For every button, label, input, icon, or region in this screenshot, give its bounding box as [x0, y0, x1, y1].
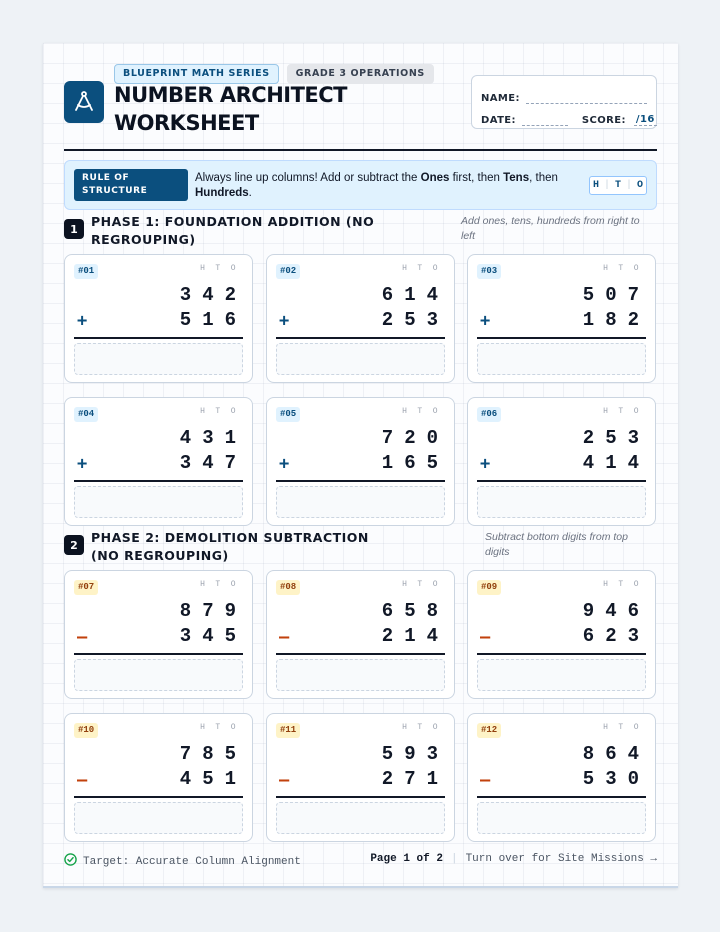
top-number [180, 600, 236, 622]
minus-sign: – [77, 770, 88, 790]
sum-line [74, 337, 243, 339]
digit: 5 [426, 452, 438, 474]
column-headers: H T O [200, 407, 236, 416]
minus-sign: – [279, 627, 290, 647]
plus-sign: + [480, 311, 491, 331]
turn-over-note: Turn over for Site Missions → [465, 853, 657, 865]
digit: 9 [224, 600, 236, 622]
answer-box[interactable] [477, 486, 646, 518]
section-note: Subtract bottom digits from top digits [485, 531, 628, 558]
digit: 2 [605, 625, 617, 647]
digit: 7 [179, 743, 192, 765]
problem-number: #01 [74, 264, 98, 279]
bottom-number [180, 452, 236, 474]
problem-number: #10 [74, 723, 98, 738]
section-title: PHASE 2: DEMOLITION SUBTRACTION (NO REGROUPING) [91, 530, 369, 563]
digit: 1 [202, 309, 214, 331]
digit: 6 [605, 743, 617, 765]
digit: 4 [179, 427, 192, 449]
top-number [583, 743, 639, 765]
digit: 3 [426, 743, 438, 765]
answer-box[interactable] [477, 343, 646, 375]
problem-card [266, 713, 455, 842]
bottom-number [180, 768, 236, 790]
column-headers: H T O [402, 580, 438, 589]
plus-sign: + [279, 311, 290, 331]
digit: 5 [224, 743, 236, 765]
digit: 8 [426, 600, 438, 622]
compass-icon [64, 81, 104, 123]
digit: 5 [404, 309, 416, 331]
minus-sign: – [279, 770, 290, 790]
rule-callout [64, 160, 657, 210]
digit: 4 [627, 452, 639, 474]
footer-divider: | [450, 853, 458, 865]
minus-sign: – [480, 770, 491, 790]
problem-number: #05 [276, 407, 300, 422]
digit: 5 [202, 768, 214, 790]
answer-box[interactable] [74, 486, 243, 518]
digit: 7 [224, 452, 236, 474]
bottom-number [583, 625, 639, 647]
problem-card [64, 713, 253, 842]
answer-box[interactable] [276, 659, 445, 691]
column-headers: H T O [402, 264, 438, 273]
minus-sign: – [77, 627, 88, 647]
problem-number: #02 [276, 264, 300, 279]
top-number [180, 743, 236, 765]
column-headers: H T O [402, 407, 438, 416]
digit: 3 [179, 625, 192, 647]
sum-line [276, 653, 445, 655]
digit: 1 [605, 452, 617, 474]
sum-line [276, 796, 445, 798]
digit: 4 [582, 452, 595, 474]
section-note: Add ones, tens, hundreds from right to left [461, 215, 640, 242]
answer-box[interactable] [276, 486, 445, 518]
problem-number: #03 [477, 264, 501, 279]
column-headers: H T O [200, 723, 236, 732]
digit: 1 [381, 452, 394, 474]
digit: 5 [582, 768, 595, 790]
digit: 8 [605, 309, 617, 331]
answer-box[interactable] [74, 659, 243, 691]
digit: 2 [381, 768, 394, 790]
column-headers: H T O [603, 264, 639, 273]
problem-card [266, 254, 455, 383]
column-headers: H T O [402, 723, 438, 732]
sum-line [74, 653, 243, 655]
top-number [583, 600, 639, 622]
column-headers: H T O [200, 580, 236, 589]
digit: 6 [627, 600, 639, 622]
sum-line [276, 480, 445, 482]
digit: 4 [202, 452, 214, 474]
problem-card [64, 570, 253, 699]
digit: 4 [202, 625, 214, 647]
digit: 1 [224, 427, 236, 449]
digit: 2 [224, 284, 236, 306]
top-number [180, 427, 236, 449]
digit: 1 [404, 284, 416, 306]
digit: 6 [224, 309, 236, 331]
column-headers: H T O [603, 407, 639, 416]
problem-card [467, 254, 656, 383]
sum-line [477, 653, 646, 655]
digit: 6 [381, 284, 394, 306]
name-label: NAME: [481, 93, 520, 104]
digit: 6 [404, 452, 416, 474]
digit: 5 [582, 284, 595, 306]
digit: 3 [179, 452, 192, 474]
problem-number: #06 [477, 407, 501, 422]
problem-number: #04 [74, 407, 98, 422]
answer-box[interactable] [477, 659, 646, 691]
digit: 4 [627, 743, 639, 765]
digit: 4 [605, 600, 617, 622]
hto-pill: H | T | O [589, 176, 647, 195]
digit: 4 [202, 284, 214, 306]
top-number [583, 284, 639, 306]
answer-box[interactable] [276, 343, 445, 375]
problem-card [467, 713, 656, 842]
problem-number: #08 [276, 580, 300, 595]
plus-sign: + [279, 454, 290, 474]
score-label: SCORE: [581, 115, 626, 126]
score-field[interactable]: /16 [635, 114, 655, 125]
answer-box[interactable] [74, 343, 243, 375]
problem-number: #07 [74, 580, 98, 595]
digit: 8 [582, 743, 595, 765]
problem-card [266, 570, 455, 699]
section-number: 2 [64, 535, 84, 555]
digit: 5 [605, 427, 617, 449]
digit: 9 [582, 600, 595, 622]
digit: 4 [179, 768, 192, 790]
top-number [382, 743, 438, 765]
digit: 3 [426, 309, 438, 331]
problem-number: #12 [477, 723, 501, 738]
problem-card [266, 397, 455, 526]
date-field[interactable] [522, 114, 568, 126]
plus-sign: + [77, 454, 88, 474]
digit: 2 [404, 427, 416, 449]
column-headers: H T O [200, 264, 236, 273]
rule-label: RULE OF STRUCTURE [74, 169, 188, 201]
digit: 6 [582, 625, 595, 647]
grade-badge: GRADE 3 OPERATIONS [287, 64, 434, 84]
digit: 5 [404, 600, 416, 622]
bottom-number [583, 768, 639, 790]
sum-line [276, 337, 445, 339]
digit: 7 [404, 768, 416, 790]
top-number [382, 427, 438, 449]
problem-card [64, 254, 253, 383]
check-circle-icon [64, 853, 77, 870]
digit: 1 [426, 768, 438, 790]
sum-line [477, 337, 646, 339]
section-title: PHASE 1: FOUNDATION ADDITION (NO REGROUPING) [91, 214, 375, 247]
bottom-number [583, 309, 639, 331]
digit: 9 [404, 743, 416, 765]
digit: 0 [627, 768, 639, 790]
bottom-number [382, 452, 438, 474]
bottom-number [180, 625, 236, 647]
column-headers: H T O [603, 723, 639, 732]
digit: 7 [627, 284, 639, 306]
student-info-box [471, 75, 657, 129]
digit: 6 [381, 600, 394, 622]
sum-line [477, 480, 646, 482]
digit: 8 [179, 600, 192, 622]
digit: 5 [224, 625, 236, 647]
plus-sign: + [480, 454, 491, 474]
digit: 1 [404, 625, 416, 647]
digit: 1 [582, 309, 595, 331]
section-number: 1 [64, 219, 84, 239]
bottom-number [382, 309, 438, 331]
digit: 0 [605, 284, 617, 306]
bottom-number [583, 452, 639, 474]
digit: 2 [627, 309, 639, 331]
name-row [481, 84, 647, 104]
answer-box[interactable] [74, 802, 243, 834]
digit: 0 [426, 427, 438, 449]
name-field[interactable] [526, 92, 647, 104]
top-number [382, 600, 438, 622]
digit: 5 [381, 743, 394, 765]
sum-line [477, 796, 646, 798]
page-footer [64, 851, 657, 869]
problem-number: #09 [477, 580, 501, 595]
answer-box[interactable] [477, 802, 646, 834]
digit: 7 [202, 600, 214, 622]
column-headers: H T O [603, 580, 639, 589]
series-badge: BLUEPRINT MATH SERIES [114, 64, 279, 84]
problem-card [467, 570, 656, 699]
minus-sign: – [480, 627, 491, 647]
plus-sign: + [77, 311, 88, 331]
digit: 7 [381, 427, 394, 449]
worksheet-title: NUMBER ARCHITECT WORKSHEET [114, 83, 347, 135]
digit: 2 [582, 427, 595, 449]
rule-text: Always line up columns! Add or subtract the Ones first, then Tens, then Hundreds. [195, 172, 558, 199]
footer-target: Target: Accurate Column Alignment [83, 855, 301, 868]
digit: 4 [426, 284, 438, 306]
worksheet-page [43, 43, 678, 888]
digit: 8 [202, 743, 214, 765]
digit: 4 [426, 625, 438, 647]
top-number [382, 284, 438, 306]
bottom-number [382, 625, 438, 647]
digit: 1 [224, 768, 236, 790]
top-number [583, 427, 639, 449]
digit: 5 [179, 309, 192, 331]
sum-line [74, 796, 243, 798]
date-score-row [481, 106, 655, 126]
bottom-number [382, 768, 438, 790]
digit: 3 [605, 768, 617, 790]
digit: 3 [627, 427, 639, 449]
digit: 3 [202, 427, 214, 449]
sum-line [74, 480, 243, 482]
digit: 3 [627, 625, 639, 647]
bottom-number [180, 309, 236, 331]
header-divider [64, 149, 657, 151]
problem-card [64, 397, 253, 526]
digit: 3 [179, 284, 192, 306]
digit: 2 [381, 309, 394, 331]
digit: 2 [381, 625, 394, 647]
page-number: Page 1 of 2 [370, 853, 443, 865]
answer-box[interactable] [276, 802, 445, 834]
problem-card [467, 397, 656, 526]
top-number [180, 284, 236, 306]
problem-number: #11 [276, 723, 300, 738]
date-label: DATE: [481, 115, 516, 126]
